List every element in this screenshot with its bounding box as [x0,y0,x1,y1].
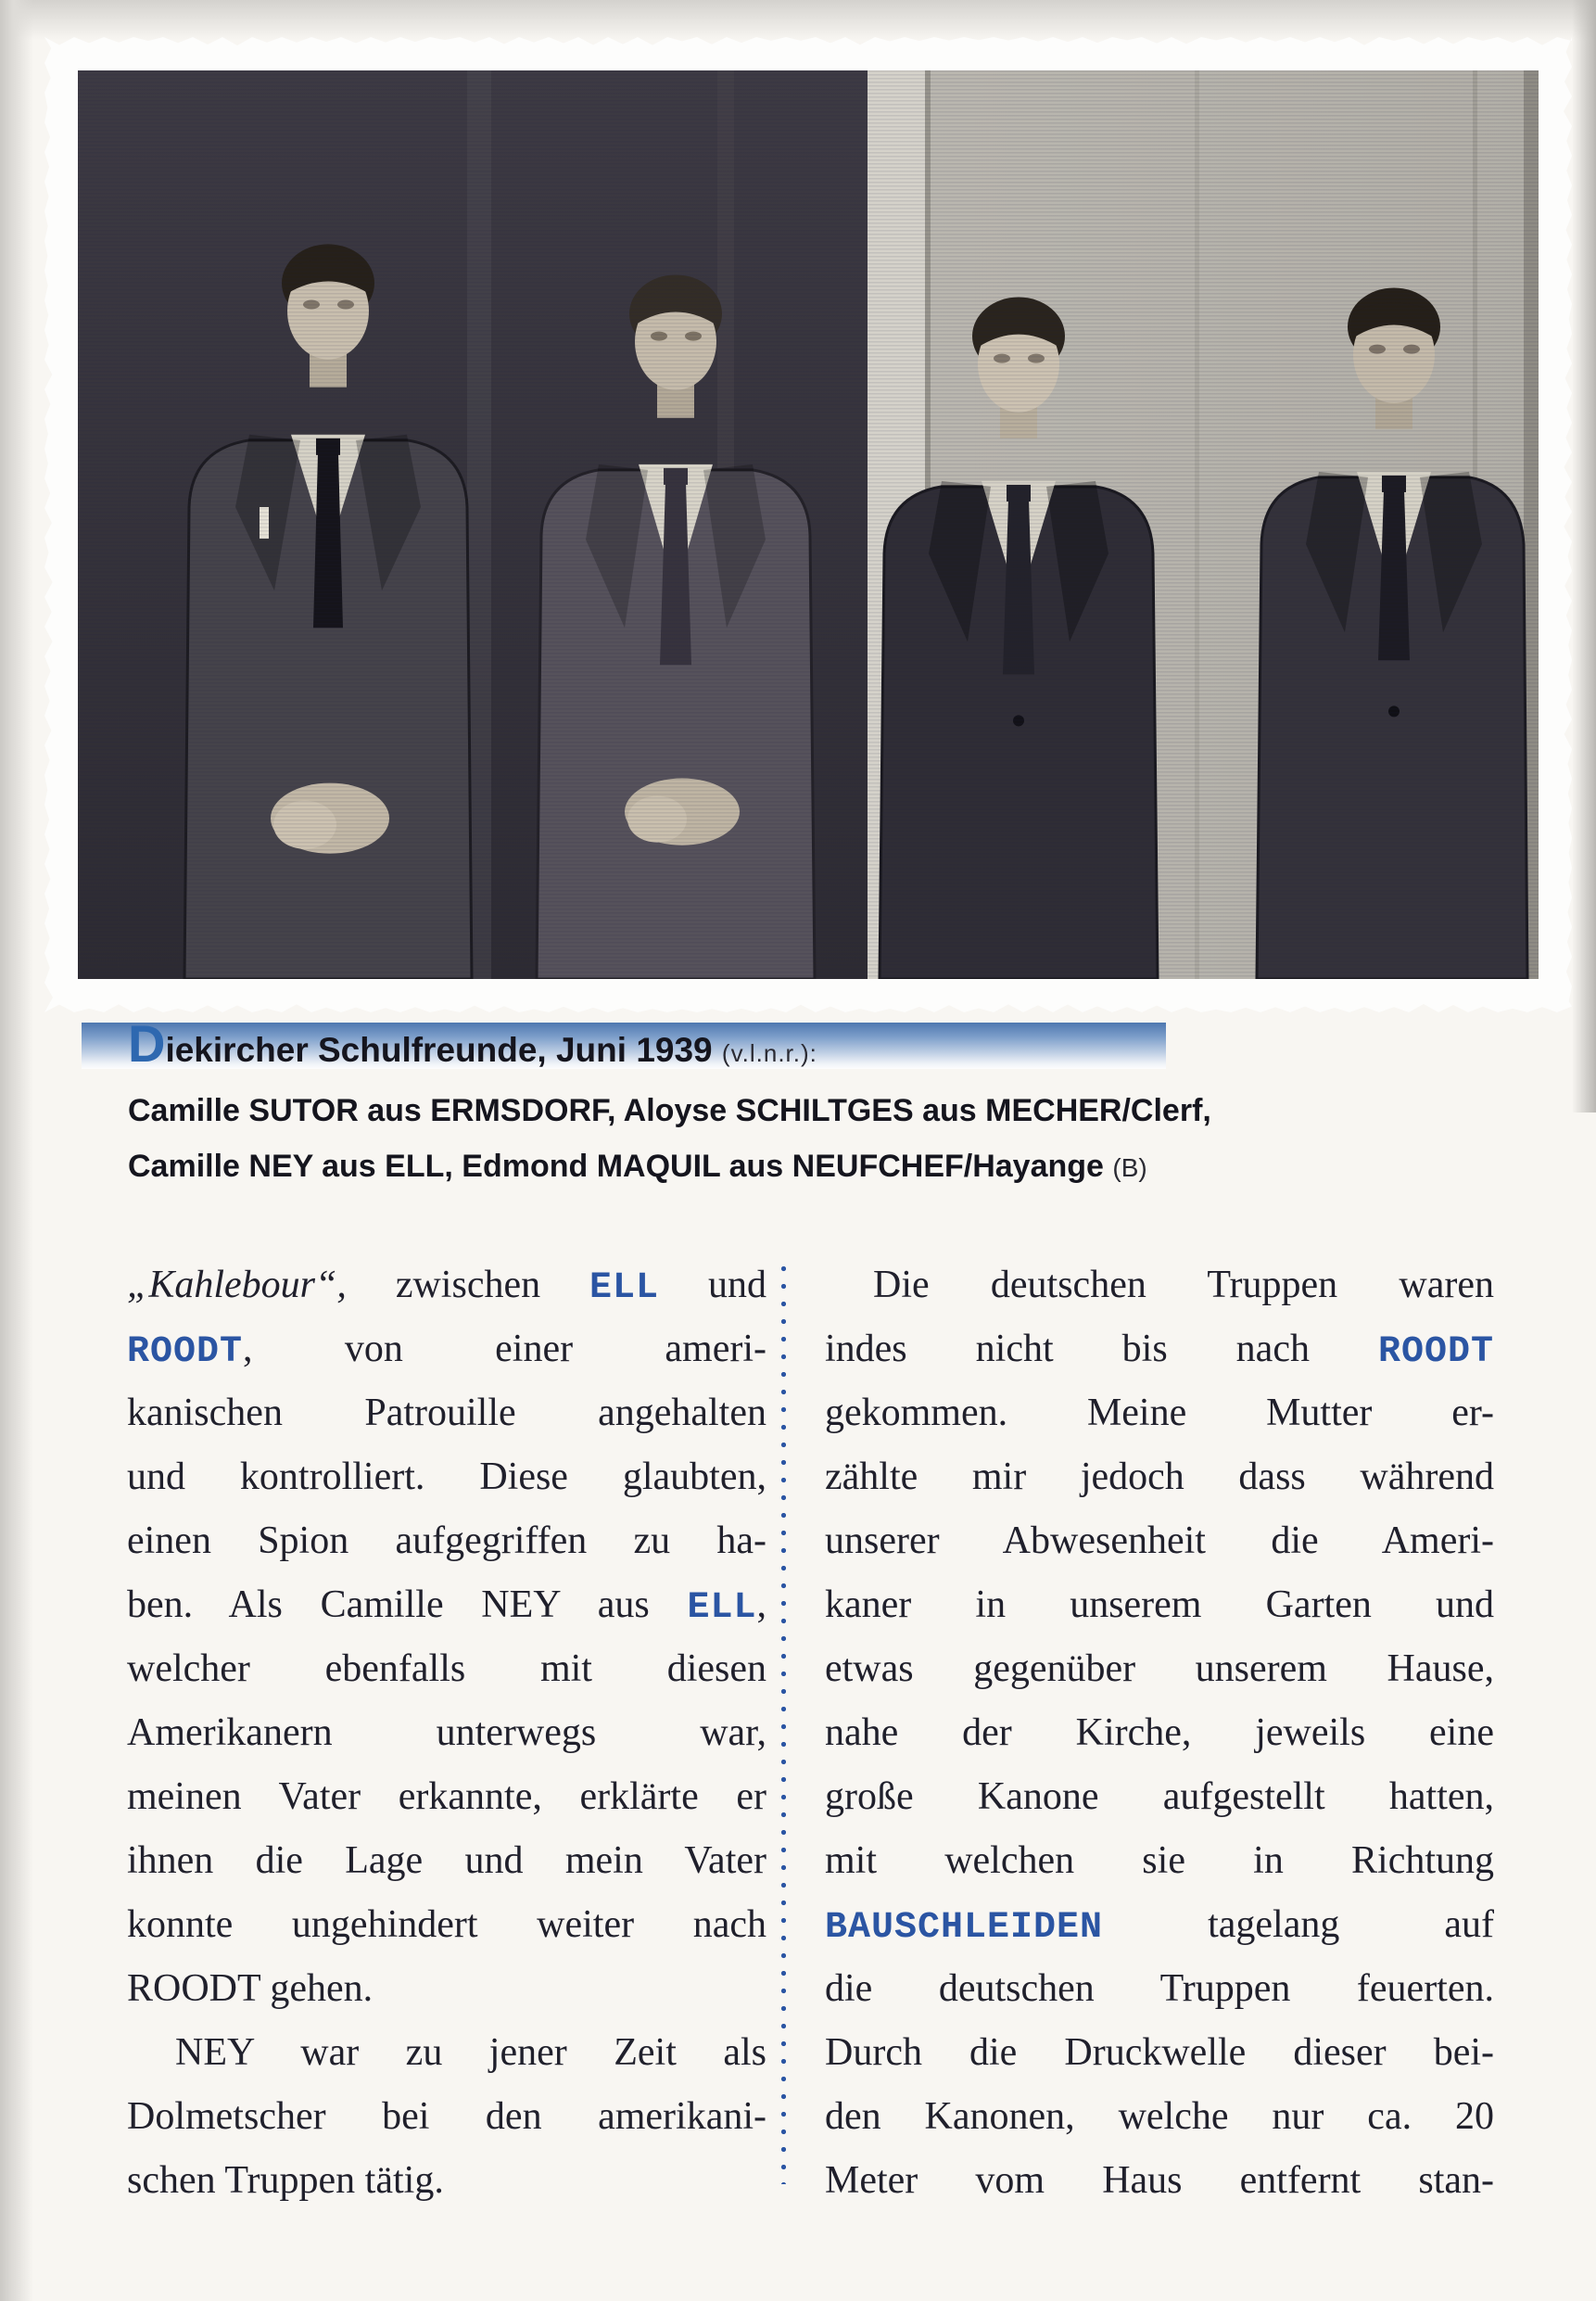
text-line: Amerikanern unterwegs war, [127,1711,766,1754]
text-line: zählte mir jedoch dass während [825,1456,1494,1498]
place-name-highlight: ROODT [1377,1331,1494,1373]
photo-image [78,70,1539,979]
text-line: etwas gegenüber unserem Hause, [825,1647,1494,1690]
caption-vlnr-note: (v.l.n.r.): [721,1039,817,1067]
text-line: NEY war zu jener Zeit als [175,2031,766,2074]
photo-deckled-frame [44,37,1572,1012]
text-line: kanischen Patrouille angehalten [127,1392,766,1434]
text-line: Durch die Druckwelle dieser bei- [825,2031,1494,2074]
photo-block [44,37,1572,1012]
place-name-highlight: ELL [589,1267,660,1309]
text-line: Die deutschen Truppen waren [873,1264,1494,1306]
text-line: kaner in unserem Garten und [825,1583,1494,1626]
text-line: Dolmetscher bei den amerikani- [127,2095,766,2138]
text-line: große Kanone aufgestellt hatten, [825,1775,1494,1818]
photo-caption-names-2 [128,1138,1147,1194]
text-line: ihnen die Lage und mein Vater [127,1839,766,1882]
photo-caption-names-1: Camille SUTOR aus ERMSDORF, Aloyse SCHILTGES aus MECHER/Clerf, [128,1093,1211,1128]
scan-shadow-left [0,0,33,2301]
text-line: die deutschen Truppen feuerten. [825,1967,1494,2010]
text-line: Meter vom Haus entfernt stan- [825,2159,1494,2202]
caption-drop-initial: D [128,1014,166,1073]
text-line: gekommen. Meine Mutter er- [825,1392,1494,1434]
text-line: mit welchen sie in Richtung [825,1839,1494,1882]
scan-shadow-right [1572,0,1596,1112]
text-line: BAUSCHLEIDEN tagelang auf [825,1903,1494,1949]
caption-names-text: Camille NEY aus ELL, Edmond MAQUIL aus NEUFCHEF/Hayange [128,1149,1113,1184]
text-line: nahe der Kirche, jeweils eine [825,1711,1494,1754]
text-line: welcher ebenfalls mit diesen [127,1647,766,1690]
text-line: ROODT gehen. [127,1967,374,2010]
place-name-highlight: ROODT [127,1331,244,1373]
text-line: konnte ungehindert weiter nach [127,1903,766,1946]
text-line: einen Spion aufgegriffen zu ha- [127,1519,766,1562]
text-line: unserer Abwesenheit die Ameri- [825,1519,1494,1562]
caption-title-text: iekircher Schulfreunde, Juni 1939 [165,1031,722,1069]
column-divider [781,1266,786,2184]
text-line: ROODT, von einer ameri- [127,1328,766,1373]
text-line: ben. Als Camille NEY aus ELL, [127,1583,766,1629]
caption-photo-credit: (B) [1112,1153,1147,1182]
right-column [825,1253,1494,2213]
article-body [127,1253,1500,2213]
place-name-highlight: ELL [687,1587,757,1629]
left-column [127,1253,766,2213]
photo [78,70,1539,979]
text-line: meinen Vater erkannte, erklärte er [127,1775,766,1818]
text-line: „Kahlebour“, zwischen ELL und [127,1264,766,1309]
text-line: indes nicht bis nach ROODT [825,1328,1494,1373]
place-name-highlight: BAUSCHLEIDEN [825,1907,1104,1949]
text-line: den Kanonen, welche nur ca. 20 [825,2095,1494,2138]
text-line: und kontrolliert. Diese glaubten, [127,1456,766,1498]
photo-caption-title [128,1014,817,1073]
text-line: schen Truppen tätig. [127,2159,444,2202]
